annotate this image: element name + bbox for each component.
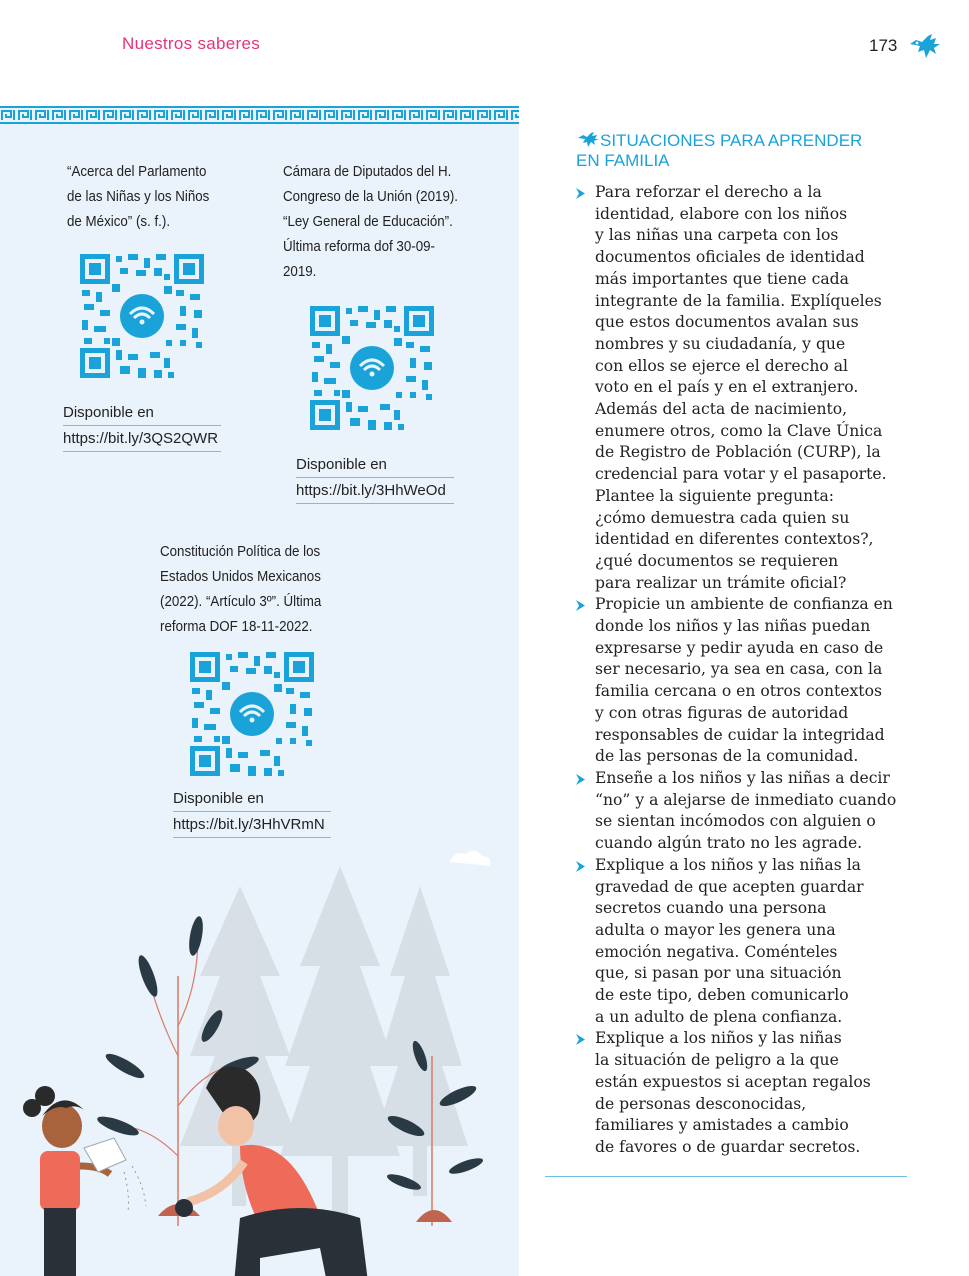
section-title: Nuestros saberes [122,34,261,53]
reference-3-link[interactable]: https://bit.ly/3HhVRmN [173,812,331,838]
reference-2-text: Cámara de Diputados del H. Congreso de la Unión (2019). “Ley General de Educación”. Última reforma dof 30-09- 2019. [283,164,459,280]
qr-code-3[interactable] [190,652,314,776]
divider [545,1176,907,1177]
qr-code-2[interactable] [310,306,434,430]
list-item: Propicie un ambiente de confianza en donde los niños y las niñas puedan expresarse y pedir ayuda en caso de ser necesario, ya sea en casa, con la familia cercana o en otros contextos y con otras figuras de autoridad responsables de cuidar la integridad de las personas de la comunidad. [575,594,915,768]
page-number: 173 [869,36,898,55]
qr-code-1[interactable] [80,254,204,378]
references-panel [0,106,519,1276]
planting-illustration [0,826,519,1276]
reference-2-link[interactable]: https://bit.ly/3HhWeOd [296,478,454,504]
hummingbird-icon [576,130,600,148]
reference-2-availability: Disponible en https://bit.ly/3HhWeOd [296,452,454,504]
reference-3-text: Constitución Política de los Estados Unidos Mexicanos (2022). “Artículo 3º”. Última reforma DOF 18-11-2022. [160,544,322,635]
list-item: Explique a los niños y las niñas la situación de peligro a la que están expuestos si aceptan regalos de personas desconocidas, familiares y amistades a cambio de favores o de guardar secretos. [575,1028,915,1158]
chevron-right-icon [575,1034,586,1045]
list-item: Explique a los niños y las niñas la gravedad de que acepten guardar secretos cuando una persona adulta o mayor les genera una emoción negativa. Coménteles que, si pasan por una situación de este tipo, deben comunicarlo a un adulto de plena confianza. [575,855,915,1029]
list-item: Para reforzar el derecho a la identidad, elabore con los niños y las niñas una carpeta con los documentos oficiales de identidad más importantes que tiene cada integrante de la familia. Explíqueles que estos documentos avalan sus nombres y su ciudadanía, y que con ellos se ejerce el derecho al voto en el país y en el extranjero. Además del acta de nacimiento, enumere otros, como la Clave Única de Registro de Población (CURP), la credencial para votar y el pasaporte. Plantee la siguiente pregunta: ¿cómo demuestra cada quien su identidad en diferentes contextos?, ¿qué documentos se requieren para realizar un trámite oficial? [575,182,915,594]
chevron-right-icon [575,861,586,872]
list-item: Enseñe a los niños y las niñas a decir “no” y a alejarse de inmediato cuando se sientan incómodos con alguien o cuando algún trato no les agrade. [575,768,915,855]
reference-1-text: “Acerca del Parlamento de las Niñas y los Niños de México” (s. f.). [67,164,210,230]
situations-title: SITUACIONES PARA APRENDER EN FAMILIA [576,131,863,170]
chevron-right-icon [575,188,586,199]
situations-list [575,182,915,1159]
chevron-right-icon [575,600,586,611]
reference-1-availability: Disponible en https://bit.ly/3QS2QWR [63,400,221,452]
hummingbird-icon [906,30,942,62]
reference-1-link[interactable]: https://bit.ly/3QS2QWR [63,426,221,452]
reference-3-availability: Disponible en https://bit.ly/3HhVRmN [173,786,331,838]
chevron-right-icon [575,774,586,785]
greca-border [0,106,519,124]
